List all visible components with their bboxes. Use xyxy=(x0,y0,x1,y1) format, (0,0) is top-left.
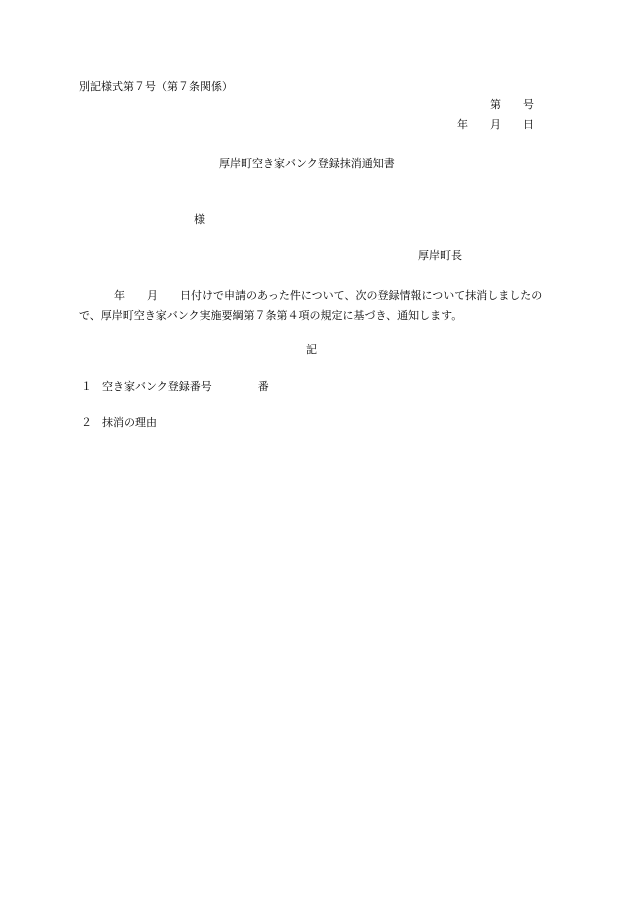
number-prefix: 第 xyxy=(490,98,501,111)
body-year: 年 xyxy=(114,289,125,302)
number-suffix: 号 xyxy=(523,98,534,111)
item-number: ２ xyxy=(81,416,92,429)
body-text: 日付けで申請のあった件について、次の登録情報について抹消しましたので、厚岸町空き家バンク実施要綱第７条第４項の規定に基づき、通知します。 xyxy=(79,289,543,322)
body-paragraph xyxy=(79,286,549,326)
item-label: 抹消の理由 xyxy=(102,416,157,429)
form-label: 別記様式第７号（第７条関係） xyxy=(79,80,233,93)
list-item xyxy=(81,380,269,394)
body-month: 月 xyxy=(147,289,158,302)
issuer: 厚岸町長 xyxy=(418,249,462,262)
document-title: 厚岸町空き家バンク登録抹消通知書 xyxy=(219,157,395,170)
date-month: 月 xyxy=(490,118,501,131)
date-year: 年 xyxy=(457,118,468,131)
item-suffix: 番 xyxy=(257,380,269,393)
date-day: 日 xyxy=(523,118,534,131)
ki-heading: 記 xyxy=(306,343,317,356)
addressee: 様 xyxy=(194,213,205,226)
document-date xyxy=(457,118,534,132)
list-item xyxy=(81,416,157,430)
item-number: １ xyxy=(81,380,92,393)
document-number xyxy=(490,98,534,112)
item-label: 空き家バンク登録番号 xyxy=(102,380,212,393)
